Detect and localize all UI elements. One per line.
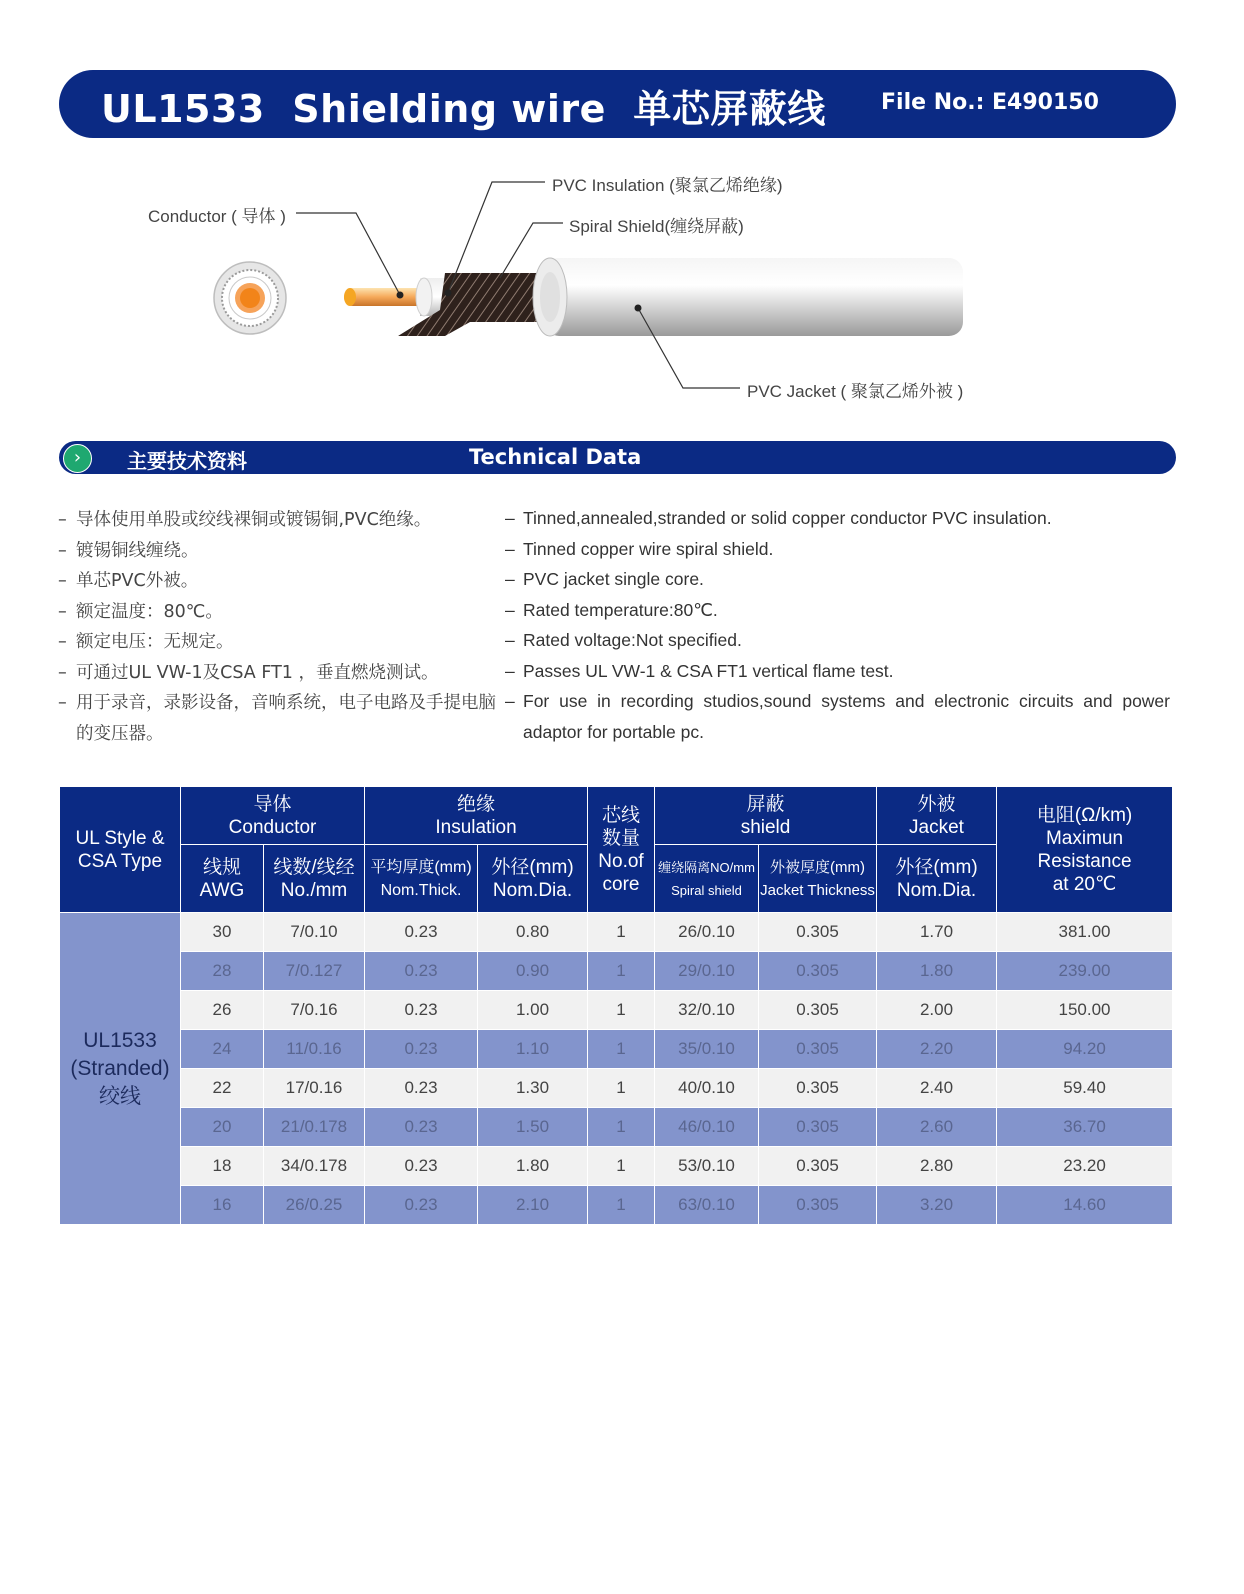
table-cell: 0.305 xyxy=(759,991,877,1030)
table-cell: 2.40 xyxy=(877,1069,997,1108)
table-cell: 36.70 xyxy=(997,1108,1173,1147)
file-number: File No.: E490150 xyxy=(881,90,1099,115)
table-cell: 1.30 xyxy=(478,1069,588,1108)
table-cell: 0.23 xyxy=(365,1186,478,1225)
list-item: – 镀锡铜线缠绕。 xyxy=(58,536,498,567)
ul-style-cell: UL1533 (Stranded) 绞线 xyxy=(60,913,181,1225)
table-cell: 0.23 xyxy=(365,952,478,991)
table-cell: 1.00 xyxy=(478,991,588,1030)
table-cell: 32/0.10 xyxy=(655,991,759,1030)
table-cell: 1 xyxy=(588,1108,655,1147)
table-cell: 0.23 xyxy=(365,913,478,952)
table-cell: 7/0.10 xyxy=(264,913,365,952)
header-ul-style: UL Style & CSA Type xyxy=(60,787,181,913)
header-spiral-shield: 缠绕隔离NO/mm Spiral shield xyxy=(655,845,759,913)
header-cores: 芯线 数量 No.of core xyxy=(588,787,655,913)
table-row xyxy=(60,1186,1173,1225)
chevron-right-icon: › xyxy=(63,444,92,473)
header-nom-thick: 平均厚度(mm) Nom.Thick. xyxy=(365,845,478,913)
table-row xyxy=(60,991,1173,1030)
table-cell: 26/0.10 xyxy=(655,913,759,952)
list-item: – 用于录音，录影设备，音响系统，电子电路及手提电脑的变压器。 xyxy=(58,688,498,749)
title-bar xyxy=(59,70,1176,138)
table-cell: 20 xyxy=(181,1108,264,1147)
table-cell: 0.23 xyxy=(365,991,478,1030)
header-nom-dia: 外径(mm) Nom.Dia. xyxy=(478,845,588,913)
table-row xyxy=(60,1147,1173,1186)
list-item: – Rated temperature:80℃. xyxy=(505,595,1170,626)
header-resistance: 电阻(Ω/km) Maximun Resistance at 20℃ xyxy=(997,787,1173,913)
table-cell: 2.10 xyxy=(478,1186,588,1225)
table-cell: 16 xyxy=(181,1186,264,1225)
table-cell: 0.90 xyxy=(478,952,588,991)
table-cell: 26 xyxy=(181,991,264,1030)
header-conductor: 导体 Conductor xyxy=(181,787,365,845)
cable-diagram xyxy=(0,150,1244,420)
table-cell: 30 xyxy=(181,913,264,952)
list-item: – 导体使用单股或绞线裸铜或镀锡铜,PVC绝缘。 xyxy=(58,505,498,536)
table-row xyxy=(60,913,1173,952)
table-cell: 94.20 xyxy=(997,1030,1173,1069)
table-cell: 0.305 xyxy=(759,1108,877,1147)
table-cell: 0.23 xyxy=(365,1069,478,1108)
table-cell: 28 xyxy=(181,952,264,991)
table-cell: 1.80 xyxy=(877,952,997,991)
table-cell: 0.305 xyxy=(759,1069,877,1108)
table-cell: 0.305 xyxy=(759,1147,877,1186)
list-item: – Passes UL VW-1 & CSA FT1 vertical flame test. xyxy=(505,656,1170,687)
table-cell: 29/0.10 xyxy=(655,952,759,991)
table-cell: 2.80 xyxy=(877,1147,997,1186)
list-item: – Tinned copper wire spiral shield. xyxy=(505,534,1170,565)
section-title-cn: 主要技术资料 xyxy=(127,449,247,473)
spiral-shield-label: Spiral Shield(缠绕屏蔽) xyxy=(569,217,744,236)
table-cell: 1 xyxy=(588,913,655,952)
table-cell: 1.50 xyxy=(478,1108,588,1147)
table-cell: 0.305 xyxy=(759,913,877,952)
header-jacket-thickness: 外被厚度(mm) Jacket Thickness xyxy=(759,845,877,913)
table-cell: 0.23 xyxy=(365,1108,478,1147)
table-cell: 3.20 xyxy=(877,1186,997,1225)
table-cell: 0.23 xyxy=(365,1030,478,1069)
table-cell: 1.10 xyxy=(478,1030,588,1069)
table-cell: 63/0.10 xyxy=(655,1186,759,1225)
header-shield: 屏蔽 shield xyxy=(655,787,877,845)
table-cell: 46/0.10 xyxy=(655,1108,759,1147)
page-title: UL1533 Shielding wire 单芯屏蔽线 xyxy=(101,87,826,131)
list-item: – 额定电压：无规定。 xyxy=(58,627,498,658)
table-cell: 0.23 xyxy=(365,1147,478,1186)
table-cell: 1 xyxy=(588,952,655,991)
table-row xyxy=(60,1108,1173,1147)
table-row xyxy=(60,1069,1173,1108)
table-cell: 0.305 xyxy=(759,1186,877,1225)
list-item: – 额定温度：80℃。 xyxy=(58,597,498,628)
table-cell: 150.00 xyxy=(997,991,1173,1030)
table-cell: 35/0.10 xyxy=(655,1030,759,1069)
cross-section-icon xyxy=(214,262,286,334)
list-item: – Tinned,annealed,stranded or solid copper conductor PVC insulation. xyxy=(505,503,1170,534)
table-cell: 1 xyxy=(588,1030,655,1069)
conductor-label: Conductor ( 导体 ) xyxy=(148,207,286,226)
table-cell: 0.80 xyxy=(478,913,588,952)
list-item: – For use in recording studios,sound systems and electronic circuits and power adaptor for portable pc. xyxy=(505,686,1170,747)
table-cell: 1 xyxy=(588,1147,655,1186)
technical-data-header xyxy=(59,441,1176,474)
header-awg: 线规 AWG xyxy=(181,845,264,913)
table-cell: 2.00 xyxy=(877,991,997,1030)
spec-table-body xyxy=(60,913,1173,1225)
header-jacket-dia: 外径(mm) Nom.Dia. xyxy=(877,845,997,913)
header-strand: 线数/线经 No./mm xyxy=(264,845,365,913)
feature-list-cn xyxy=(58,505,498,749)
section-title-en: Technical Data xyxy=(469,445,642,469)
table-cell: 1 xyxy=(588,991,655,1030)
table-cell: 40/0.10 xyxy=(655,1069,759,1108)
table-cell: 18 xyxy=(181,1147,264,1186)
pvc-jacket-label: PVC Jacket ( 聚氯乙烯外被 ) xyxy=(747,382,964,401)
table-cell: 0.305 xyxy=(759,952,877,991)
table-cell: 17/0.16 xyxy=(264,1069,365,1108)
list-item: – 可通过UL VW-1及CSA FT1 ，垂直燃烧测试。 xyxy=(58,658,498,689)
table-cell: 2.60 xyxy=(877,1108,997,1147)
table-cell: 26/0.25 xyxy=(264,1186,365,1225)
table-cell: 23.20 xyxy=(997,1147,1173,1186)
table-row xyxy=(60,1030,1173,1069)
table-cell: 2.20 xyxy=(877,1030,997,1069)
header-jacket: 外被 Jacket xyxy=(877,787,997,845)
table-cell: 11/0.16 xyxy=(264,1030,365,1069)
table-cell: 0.305 xyxy=(759,1030,877,1069)
table-cell: 34/0.178 xyxy=(264,1147,365,1186)
feature-list-en xyxy=(505,503,1170,747)
table-cell: 381.00 xyxy=(997,913,1173,952)
table-cell: 1 xyxy=(588,1069,655,1108)
table-cell: 1 xyxy=(588,1186,655,1225)
table-cell: 22 xyxy=(181,1069,264,1108)
table-cell: 7/0.127 xyxy=(264,952,365,991)
table-cell: 1.80 xyxy=(478,1147,588,1186)
list-item: – PVC jacket single core. xyxy=(505,564,1170,595)
list-item: – 单芯PVC外被。 xyxy=(58,566,498,597)
table-cell: 59.40 xyxy=(997,1069,1173,1108)
table-cell: 24 xyxy=(181,1030,264,1069)
pvc-insulation-label: PVC Insulation (聚氯乙烯绝缘) xyxy=(552,176,783,195)
spec-table xyxy=(59,786,1173,1225)
table-cell: 239.00 xyxy=(997,952,1173,991)
header-insulation: 绝缘 Insulation xyxy=(365,787,588,845)
list-item: – Rated voltage:Not specified. xyxy=(505,625,1170,656)
table-cell: 14.60 xyxy=(997,1186,1173,1225)
table-row xyxy=(60,952,1173,991)
table-cell: 21/0.178 xyxy=(264,1108,365,1147)
table-cell: 1.70 xyxy=(877,913,997,952)
table-cell: 7/0.16 xyxy=(264,991,365,1030)
table-cell: 53/0.10 xyxy=(655,1147,759,1186)
